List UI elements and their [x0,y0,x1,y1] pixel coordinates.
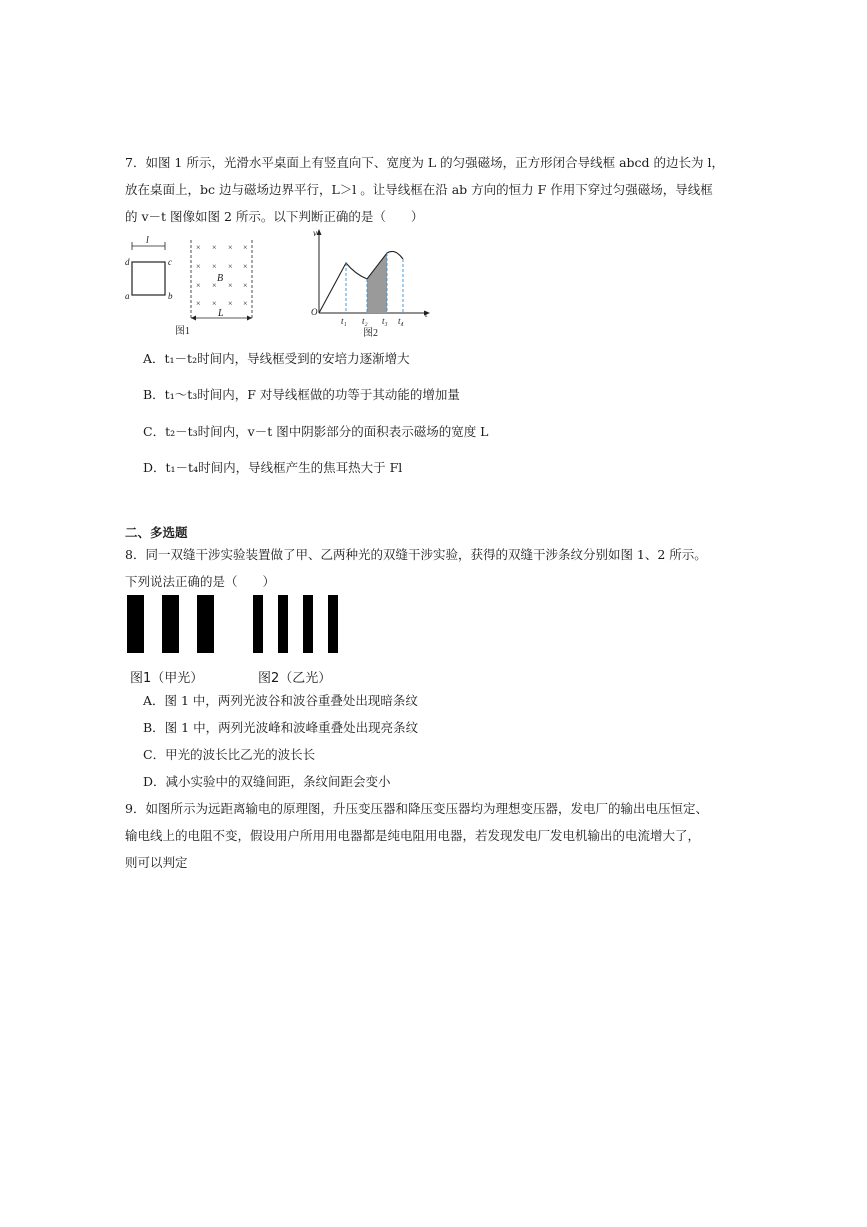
q7-line-1: 7．如图 1 所示，光滑水平桌面上有竖直向下、宽度为 L 的匀强磁场，正方形闭合导线框 abcd 的边长为 l， [125,155,724,170]
svg-text:×: × [228,243,233,252]
q7-figure-2 [305,226,440,342]
svg-text:×: × [228,299,233,308]
q7-option-b: B．t₁～t₃时间内，F 对导线框做的功等于其动能的增加量 [143,387,460,402]
q8-option-a: A．图 1 中，两列光波谷和波谷重叠处出现暗条纹 [143,693,418,708]
q7-fig1-caption: 图1 [175,326,190,337]
q8-option-c: C．甲光的波长比乙光的波长长 [143,747,316,762]
q7-line-3: 的 v－t 图像如图 2 所示。以下判断正确的是（ ） [125,209,424,224]
svg-text:×: × [196,281,201,290]
fringe-pattern-2 [253,595,339,653]
q7-option-d: D．t₁－t₄时间内，导线框产生的焦耳热大于 Fl [143,460,403,475]
corner-d-label: d [125,257,130,267]
corner-b-label: b [168,291,173,301]
svg-text:×: × [212,281,217,290]
q7-figure-1 [120,232,270,342]
field-B-label: B [217,273,224,284]
svg-text:×: × [212,243,217,252]
corner-a-label: a [125,291,130,301]
svg-text:×: × [243,243,248,252]
q9-line-2: 输电线上的电阻不变，假设用户所用用电器都是纯电阻用电器，若发现发电厂发电机输出的电流增大了， [125,828,701,843]
svg-text:×: × [212,299,217,308]
q7-fig2-caption: 图2 [363,328,378,339]
q7-option-a: A．t₁－t₂时间内，导线框受到的安培力逐渐增大 [143,351,410,366]
t4-label: t₄ [398,316,404,326]
q8-fig1-caption: 图1（甲光） [130,671,204,686]
svg-text:×: × [228,281,233,290]
svg-text:×: × [243,299,248,308]
section-title: 二、多选题 [125,525,188,540]
t3-label: t₃ [382,316,388,326]
v-axis-label: v [313,228,317,238]
svg-text:×: × [196,243,201,252]
q7-line-2: 放在桌面上，bc 边与磁场边界平行，L＞l 。让导线框在沿 ab 方向的恒力 F 作用下穿过匀强磁场，导线框 [125,182,713,197]
svg-text:×: × [196,262,201,271]
svg-text:×: × [243,281,248,290]
t2-label: t₂ [362,316,368,326]
q8-option-b: B．图 1 中，两列光波峰和波峰重叠处出现亮条纹 [143,720,419,735]
t1-label: t₁ [341,316,347,326]
corner-c-label: c [168,257,172,267]
q8-option-d: D．减小实验中的双缝间距，条纹间距会变小 [143,774,391,789]
svg-text:×: × [196,299,201,308]
q7-option-c: C．t₂－t₃时间内，v－t 图中阴影部分的面积表示磁场的宽度 L [143,424,489,439]
field-width-label: L [218,308,224,319]
shaded-area [367,253,387,313]
t-axis-label: t [425,309,428,319]
q8-line-2: 下列说法正确的是（ ） [125,574,276,589]
q9-line-1: 9．如图所示为远距离输电的原理图，升压变压器和降压变压器均为理想变压器，发电厂的输出电压恒定、 [125,801,708,816]
svg-text:×: × [212,262,217,271]
square-wire-frame [132,262,165,295]
svg-text:×: × [228,262,233,271]
q8-fig2-caption: 图2（乙光） [258,671,332,686]
svg-text:×: × [243,262,248,271]
v-t-curve [319,251,403,313]
q9-line-3: 则可以判定 [125,855,188,870]
origin-label: O [311,307,318,317]
fringe-pattern-1 [127,595,215,653]
q8-line-1: 8．同一双缝干涉实验装置做了甲、乙两种光的双缝干涉实验，获得的双缝干涉条纹分别如图 1、2 所示。 [125,547,707,562]
frame-side-label: l [146,235,149,246]
